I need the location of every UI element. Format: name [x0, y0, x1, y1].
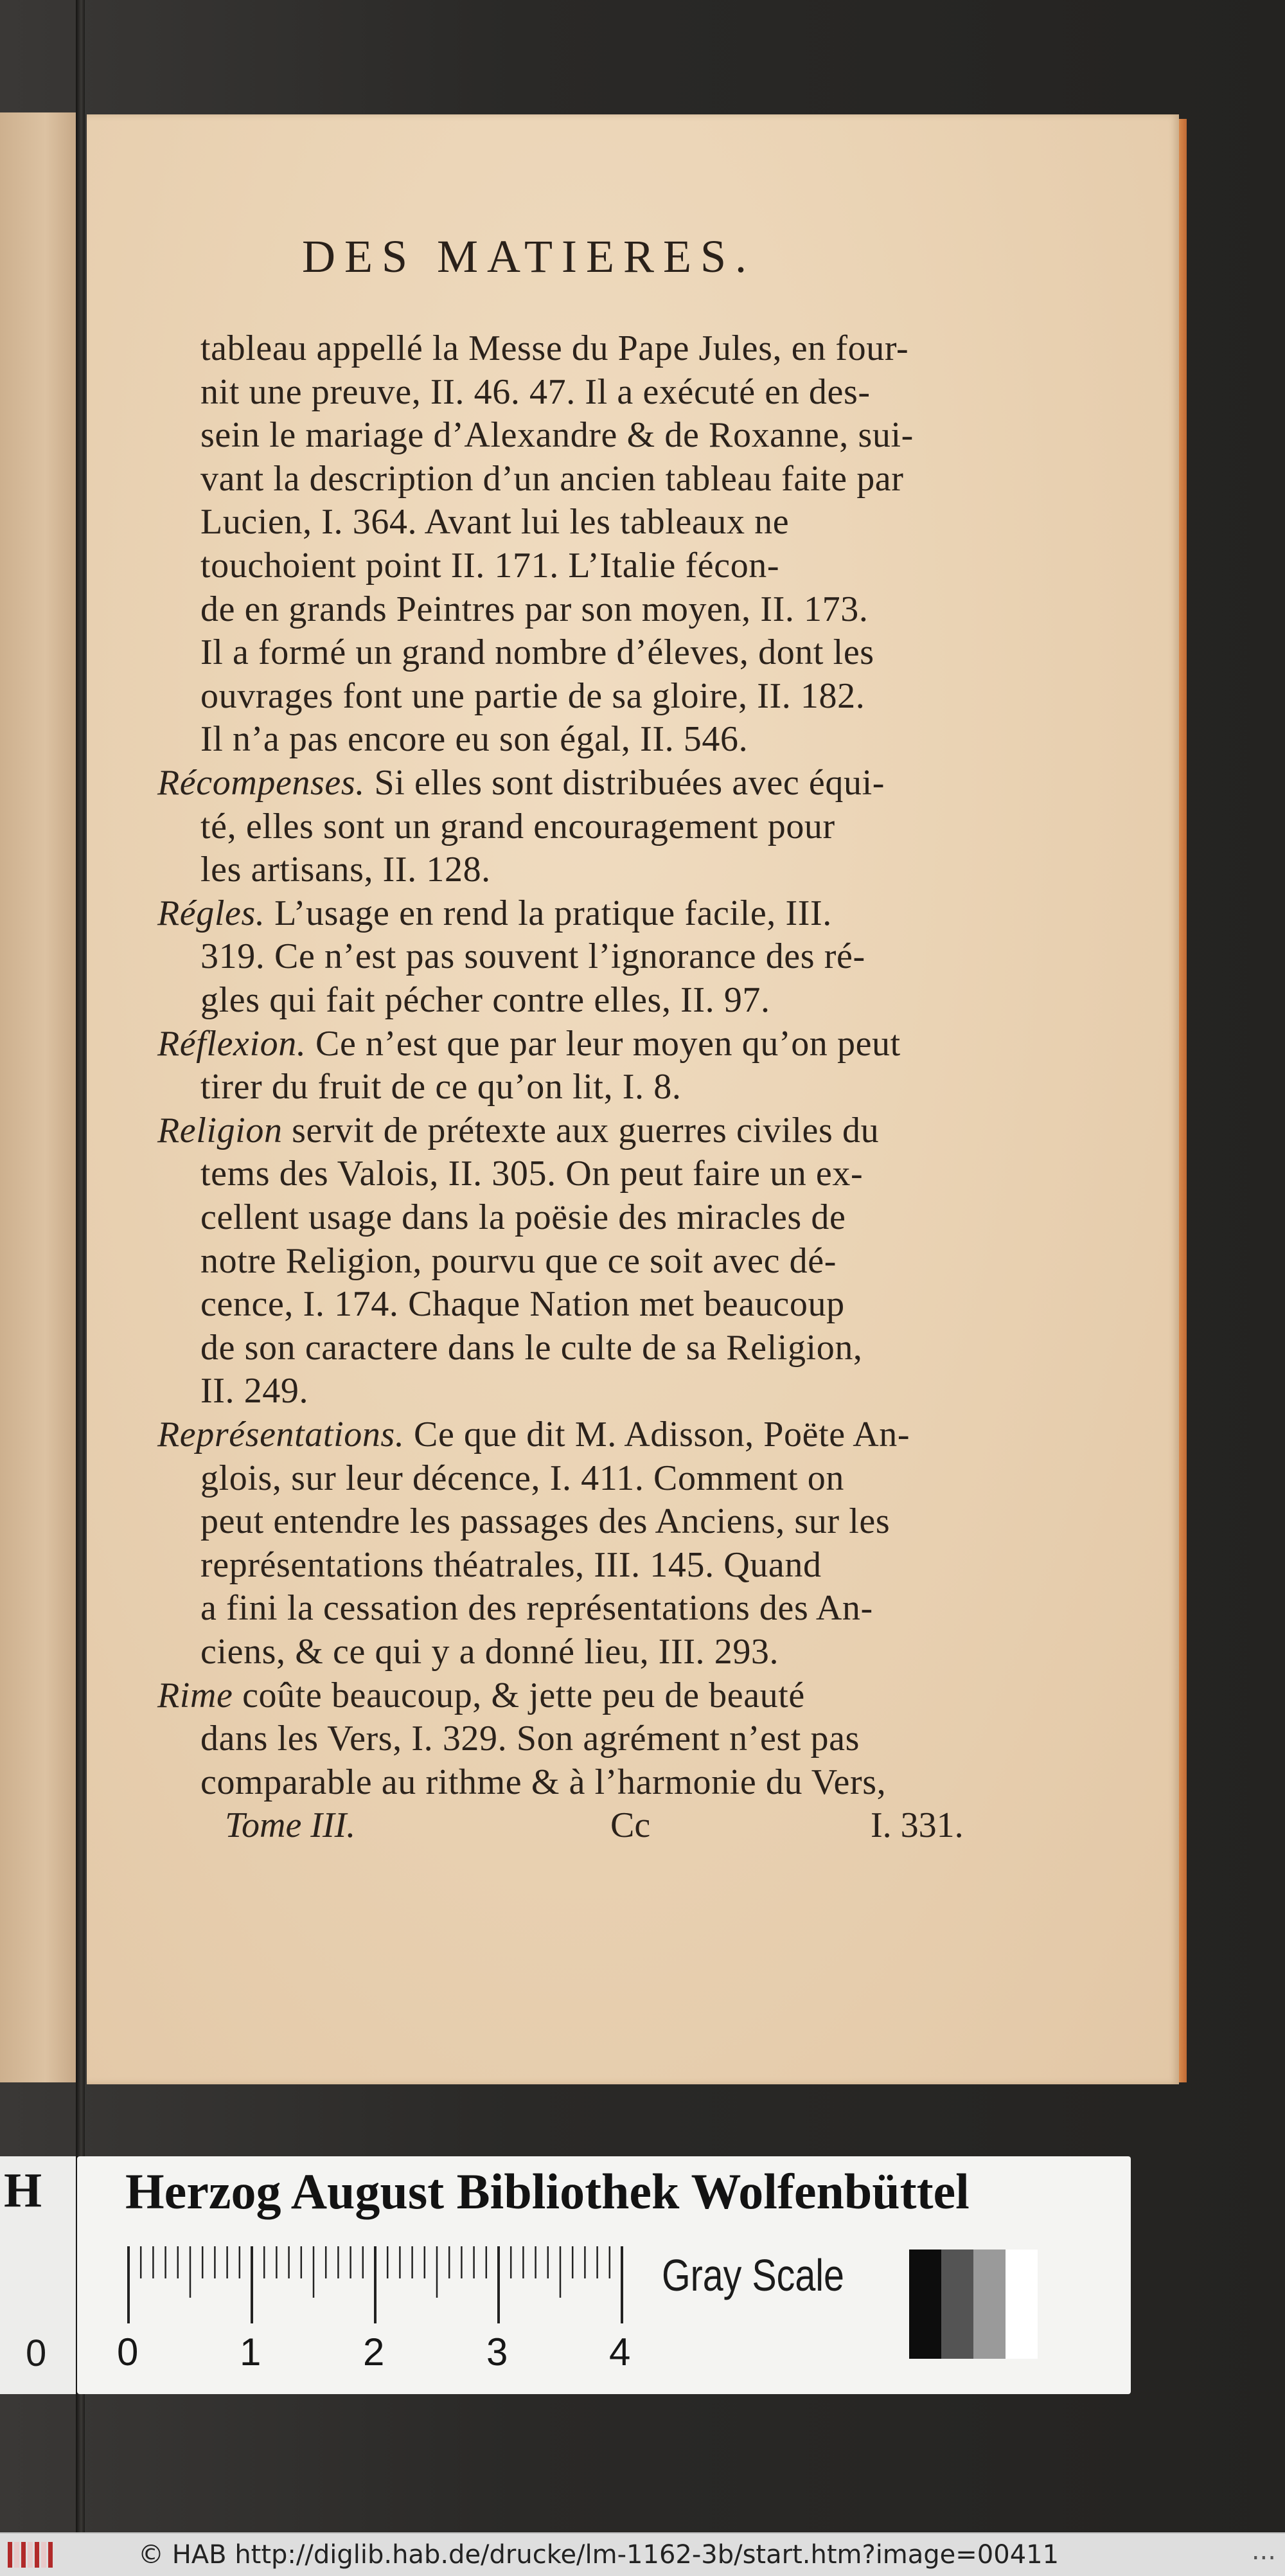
text-segment: cellent usage dans la poësie des miracles de	[200, 1197, 846, 1237]
text-segment: II. 249.	[200, 1371, 309, 1411]
text-segment: té, elles sont un grand encouragement pour	[200, 806, 835, 846]
gray-scale-patches	[909, 2250, 1038, 2359]
text-line	[200, 1370, 308, 1411]
text-segment: notre Religion, pourvu que ce soit avec dé-	[200, 1240, 837, 1281]
text-line	[200, 806, 835, 847]
text-line	[200, 328, 908, 369]
text-line	[157, 1110, 879, 1151]
text-line	[200, 1066, 681, 1107]
text-line	[200, 849, 491, 890]
signature-mark: Cc	[610, 1805, 651, 1845]
text-line	[200, 501, 789, 542]
gray-patch	[909, 2250, 941, 2359]
gray-patch	[973, 2250, 1006, 2359]
text-segment: Il a formé un grand nombre d’éleves, dont les	[200, 632, 874, 673]
text-segment: tems des Valois, II. 305. On peut faire un ex-	[200, 1154, 864, 1194]
text-segment: tableau appellé la Messe du Pape Jules, en four-	[200, 328, 909, 368]
text-segment: nit une preuve, II. 46. 47. Il a exécuté en des-	[200, 371, 871, 412]
text-line	[200, 1544, 822, 1586]
running-head: DES MATIERES.	[302, 231, 756, 282]
text-segment: vant la description d’un ancien tableau faite par	[200, 458, 904, 499]
text-segment: Ce n’est que par leur moyen qu’on peut	[306, 1023, 901, 1064]
text-line	[200, 371, 871, 413]
text-segment: gles qui fait pécher contre elles, II. 97.	[200, 980, 770, 1020]
ruler-number: 3	[486, 2330, 508, 2374]
text-segment: dans les Vers, I. 329. Son agrément n’est pas	[200, 1719, 860, 1759]
ruler-number: 1	[240, 2330, 261, 2374]
ruler	[125, 2246, 639, 2336]
ruler-number: 0	[117, 2330, 139, 2374]
text-line	[200, 1631, 779, 1672]
entry-keyword: Réflexion.	[157, 1023, 306, 1064]
text-segment: représentations théatrales, III. 145. Quand	[200, 1544, 822, 1585]
text-segment: peut entendre les passages des Anciens, sur les	[200, 1501, 891, 1542]
volume-label: Tome III.	[225, 1805, 356, 1845]
text-segment: Si elles sont distribuées avec équi-	[364, 763, 885, 803]
ruler-number: 4	[609, 2330, 631, 2374]
gray-patch	[941, 2250, 973, 2359]
more-icon[interactable]: ...	[1251, 2536, 1276, 2566]
text-line	[200, 545, 779, 586]
text-line	[200, 1153, 863, 1194]
text-segment: Ce que dit M. Adisson, Poëte An-	[404, 1415, 910, 1454]
text-segment: de son caractere dans le culte de sa Religion,	[200, 1327, 863, 1368]
text-line	[157, 1675, 805, 1716]
text-segment: coûte beaucoup, & jette peu de beauté	[233, 1675, 805, 1715]
text-line	[200, 719, 748, 760]
entry-keyword: Récompenses.	[157, 763, 365, 803]
text-line	[200, 1284, 845, 1325]
text-line	[200, 1240, 837, 1282]
text-segment: ouvrages font une partie de sa gloire, II. 182.	[200, 675, 865, 716]
text-segment: sein le mariage d’Alexandre & de Roxanne, sui-	[200, 415, 914, 456]
gray-scale-label: Gray Scale	[662, 2250, 844, 2300]
scale-stub-number: 0	[26, 2332, 47, 2374]
text-line	[200, 1327, 863, 1368]
entry-keyword: Rime	[157, 1675, 233, 1715]
text-segment: Il n’a pas encore eu son égal, II. 546.	[200, 719, 749, 760]
text-segment: tirer du fruit de ce qu’on lit, I. 8.	[200, 1067, 682, 1107]
text-segment: L’usage en rend la pratique facile, III.	[265, 893, 832, 933]
text-segment: 319. Ce n’est pas souvent l’ignorance des ré-	[200, 936, 865, 977]
text-line	[200, 1762, 886, 1803]
text-segment: cence, I. 174. Chaque Nation met beaucoup	[200, 1284, 845, 1325]
text-line	[157, 1414, 910, 1455]
hab-logo-icon	[8, 2542, 53, 2568]
entry-keyword: Religion	[157, 1110, 283, 1150]
entry-keyword: Régles.	[157, 893, 265, 933]
text-segment: servit de prétexte aux guerres civiles du	[282, 1110, 880, 1150]
text-line	[200, 415, 914, 456]
text-line	[157, 762, 885, 803]
text-segment: touchoient point II. 171. L’Italie fécon-	[200, 546, 780, 586]
text-segment: les artisans, II. 128.	[200, 850, 491, 890]
ruler-number: 2	[363, 2330, 385, 2374]
source-url[interactable]: © HAB http://diglib.hab.de/drucke/lm-1162-3b/start.htm?image=00411	[138, 2540, 1059, 2570]
library-title: Herzog August Bibliothek Wolfenbüttel	[125, 2163, 970, 2219]
scale-stub-letter: H	[4, 2163, 42, 2217]
text-line	[157, 893, 832, 934]
text-line	[200, 1197, 846, 1238]
text-line	[200, 458, 904, 499]
text-line	[200, 1718, 860, 1759]
catchword: I. 331.	[871, 1805, 964, 1845]
text-line	[200, 1588, 873, 1629]
text-segment: ciens, & ce qui y a donné lieu, III. 293.	[200, 1632, 779, 1672]
gray-patch	[1006, 2250, 1038, 2359]
text-segment: comparable au rithme & à l’harmonie du Vers,	[200, 1762, 887, 1802]
text-line	[200, 675, 865, 717]
text-segment: glois, sur leur décence, I. 411. Comment on	[200, 1458, 844, 1498]
text-segment: Lucien, I. 364. Avant lui les tableaux ne	[200, 502, 790, 542]
url-bar	[0, 2532, 1285, 2576]
text-line	[200, 1501, 890, 1542]
text-line	[157, 1023, 901, 1064]
text-line	[200, 979, 770, 1021]
text-segment: a fini la cessation des représentations des An-	[200, 1588, 873, 1629]
entry-keyword: Représentations.	[157, 1415, 405, 1454]
text-line	[200, 936, 865, 977]
text-segment: de en grands Peintres par son moyen, II. 173.	[200, 589, 869, 629]
text-line	[200, 589, 868, 630]
text-line	[200, 1458, 844, 1499]
text-line	[200, 632, 874, 673]
